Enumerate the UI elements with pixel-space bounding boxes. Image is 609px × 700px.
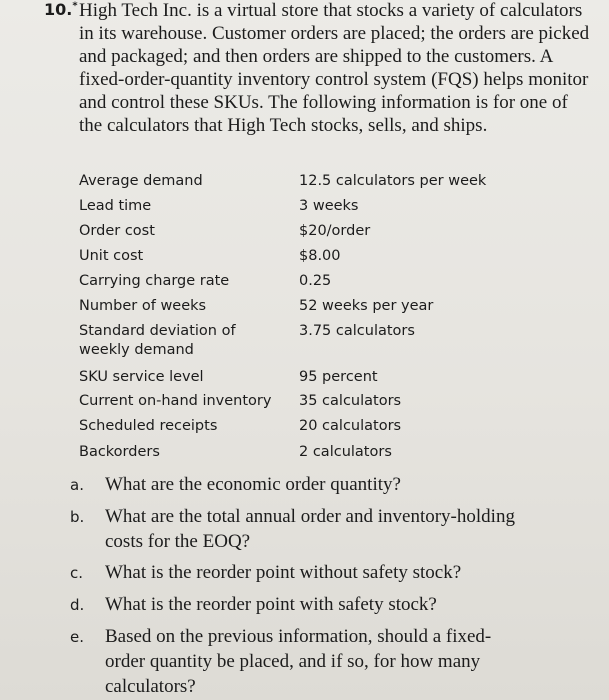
question-text: Based on the previous information, should a fixed-order quantity be placed, and if so, for how many calculators? — [105, 625, 492, 697]
row-value: 95 percent — [299, 369, 378, 385]
question-letter: a. — [70, 476, 84, 494]
row-label: Unit cost — [79, 248, 144, 264]
row-label: Carrying charge rate — [79, 273, 230, 289]
row-label: Average demand — [79, 173, 203, 189]
question-text: What are the total annual order and inventory-holding costs for the EOQ? — [105, 505, 515, 552]
row-label: Scheduled receipts — [79, 418, 218, 434]
table-row — [79, 417, 599, 443]
table-row — [79, 392, 599, 417]
row-label: Current on-hand inventory — [79, 393, 272, 409]
row-label: Backorders — [79, 444, 160, 460]
table-row — [79, 172, 599, 197]
question-item — [70, 561, 530, 586]
row-label: Standard deviation of weekly demand — [79, 323, 236, 358]
data-table — [79, 172, 599, 468]
question-item — [70, 593, 530, 618]
table-row — [79, 297, 599, 322]
problem-number: 10.* — [44, 0, 78, 19]
question-text: What is the reorder point with safety stock? — [105, 594, 437, 616]
question-item — [70, 473, 530, 498]
question-text: What is the reorder point without safety stock? — [105, 562, 462, 584]
row-label: Lead time — [79, 198, 152, 214]
row-label: Number of weeks — [79, 298, 207, 314]
row-value: 52 weeks per year — [299, 298, 434, 314]
table-row — [79, 272, 599, 297]
question-letter: e. — [70, 627, 84, 646]
table-row — [79, 222, 599, 247]
table-row — [79, 443, 599, 468]
row-value: $20/order — [299, 223, 371, 239]
row-value: 2 calculators — [299, 444, 392, 460]
row-value: 0.25 — [299, 273, 332, 289]
table-row — [79, 368, 599, 392]
row-value: $8.00 — [299, 248, 341, 264]
table-row — [79, 197, 599, 222]
question-letter: b. — [70, 507, 85, 526]
question-text: What are the economic order quantity? — [105, 474, 401, 495]
question-list — [70, 473, 530, 699]
question-letter: c. — [70, 564, 84, 583]
table-row — [79, 322, 599, 368]
row-label: SKU service level — [79, 369, 204, 385]
question-letter: d. — [70, 596, 85, 615]
table-row — [79, 247, 599, 272]
problem-intro: High Tech Inc. is a virtual store that stocks a variety of calculators in its warehouse. Customer orders are placed; the orders are picked and packaged; and then orders are shipped to the customers. A fixed-order-quantity inventory control system (FQS) helps monitor and control these SKUs. The following information is for one of the calculators that High Tech stocks, sells, and ships. — [79, 0, 590, 136]
row-value: 35 calculators — [299, 393, 402, 409]
question-item — [70, 625, 530, 699]
row-value: 3.75 calculators — [299, 323, 415, 339]
row-label: Order cost — [79, 223, 155, 239]
row-value: 20 calculators — [299, 418, 402, 434]
question-item — [70, 505, 530, 555]
row-value: 3 weeks — [299, 198, 359, 214]
problem-marker: * — [72, 0, 78, 12]
row-value: 12.5 calculators per week — [299, 173, 487, 189]
